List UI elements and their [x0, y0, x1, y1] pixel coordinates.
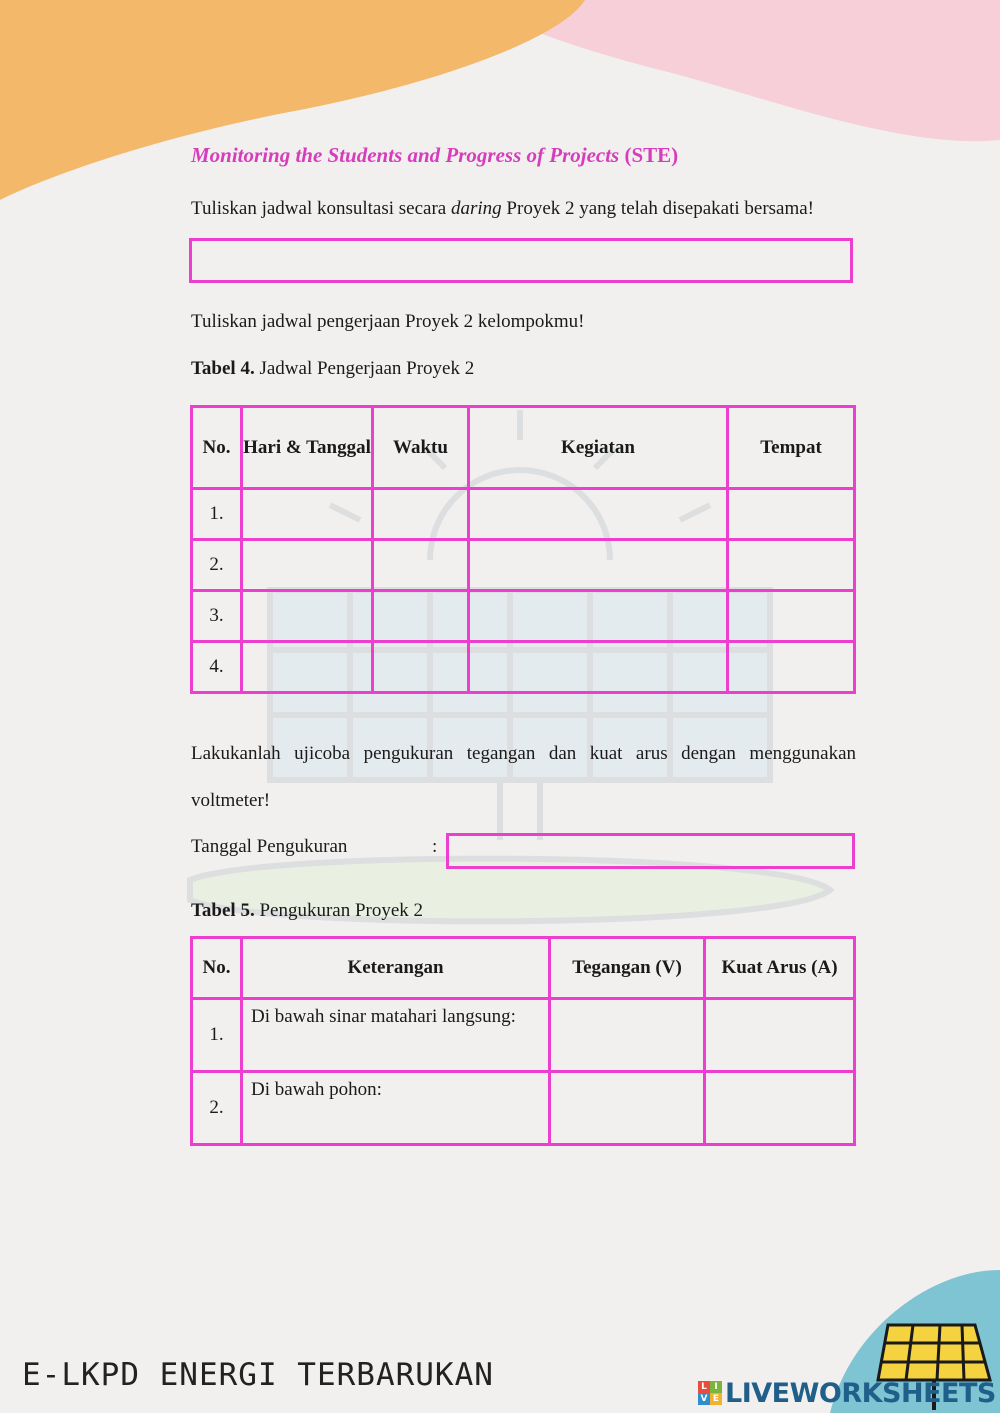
current-cell[interactable] [705, 1072, 855, 1145]
heading-suffix: (STE) [624, 143, 679, 167]
row-number: 1. [192, 489, 242, 540]
liveworksheets-logo [698, 1376, 996, 1410]
activity-cell[interactable] [469, 540, 728, 591]
activity-cell[interactable] [469, 642, 728, 693]
row-number: 2. [192, 1072, 242, 1145]
row-number: 1. [192, 999, 242, 1072]
row-number: 2. [192, 540, 242, 591]
table-row [192, 1072, 855, 1145]
date-cell[interactable] [242, 540, 373, 591]
date-cell[interactable] [242, 642, 373, 693]
page-heading [191, 143, 678, 168]
place-cell[interactable] [728, 540, 855, 591]
instruction-text: Tuliskan jadwal konsultasi secara [191, 198, 451, 219]
row-number: 3. [192, 591, 242, 642]
table5-header-voltage: Tegangan (V) [550, 938, 705, 999]
table4-schedule [190, 405, 856, 694]
table4-caption-text: Jadwal Pengerjaan Proyek 2 [254, 358, 475, 379]
table4-header-date: Hari & Tanggal [242, 407, 373, 489]
heading-title: Monitoring the Students and Progress of Projects [191, 143, 620, 167]
place-cell[interactable] [728, 591, 855, 642]
time-cell[interactable] [373, 540, 469, 591]
liveworksheets-badge-icon: L I V E [698, 1381, 722, 1405]
table5-header-current: Kuat Arus (A) [705, 938, 855, 999]
table5-caption-label: Tabel 5. [191, 900, 255, 921]
time-cell[interactable] [373, 489, 469, 540]
date-cell[interactable] [242, 489, 373, 540]
orange-blob [0, 0, 585, 200]
table5-header-row [192, 938, 855, 999]
voltage-cell[interactable] [550, 1072, 705, 1145]
row-number: 4. [192, 642, 242, 693]
consultation-schedule-input[interactable] [189, 238, 853, 283]
time-cell[interactable] [373, 591, 469, 642]
measurement-date-colon: : [432, 836, 438, 857]
table-row [192, 489, 855, 540]
table4-header-time: Waktu [373, 407, 469, 489]
description-cell: Di bawah pohon: [242, 1072, 550, 1145]
table4-header-place: Tempat [728, 407, 855, 489]
table4-header-no: No. [192, 407, 242, 489]
table-row [192, 999, 855, 1072]
date-cell[interactable] [242, 591, 373, 642]
current-cell[interactable] [705, 999, 855, 1072]
footer-title: E-LKPD ENERGI TERBARUKAN [22, 1357, 494, 1393]
table-row [192, 540, 855, 591]
instruction-measurement-line2: voltmeter! [191, 790, 271, 811]
time-cell[interactable] [373, 642, 469, 693]
instruction-text: Proyek 2 yang telah disepakati bersama! [501, 198, 815, 219]
table-row [192, 642, 855, 693]
table5-caption [191, 900, 423, 922]
table5-header-no: No. [192, 938, 242, 999]
instruction-italic: daring [450, 198, 502, 219]
table4-caption [191, 358, 474, 380]
description-cell: Di bawah sinar matahari langsung: [242, 999, 550, 1072]
place-cell[interactable] [728, 489, 855, 540]
liveworksheets-brand: LIVEWORKSHEETS [725, 1377, 996, 1409]
table-row [192, 591, 855, 642]
table4-header-row [192, 407, 855, 489]
table5-header-description: Keterangan [242, 938, 550, 999]
measurement-date-label: Tanggal Pengukuran [191, 836, 348, 857]
table4-caption-label: Tabel 4. [191, 358, 255, 379]
instruction-consultation [191, 198, 814, 220]
voltage-cell[interactable] [550, 999, 705, 1072]
instruction-work-schedule: Tuliskan jadwal pengerjaan Proyek 2 kelompokmu! [191, 311, 585, 332]
table5-caption-text: Pengukuran Proyek 2 [254, 900, 424, 921]
place-cell[interactable] [728, 642, 855, 693]
measurement-date-input[interactable] [446, 833, 855, 869]
activity-cell[interactable] [469, 489, 728, 540]
instruction-measurement-line1: Lakukanlah ujicoba pengukuran tegangan dan kuat arus dengan menggunakan [191, 743, 856, 764]
activity-cell[interactable] [469, 591, 728, 642]
table5-measurement [190, 936, 856, 1146]
table4-header-activity: Kegiatan [469, 407, 728, 489]
